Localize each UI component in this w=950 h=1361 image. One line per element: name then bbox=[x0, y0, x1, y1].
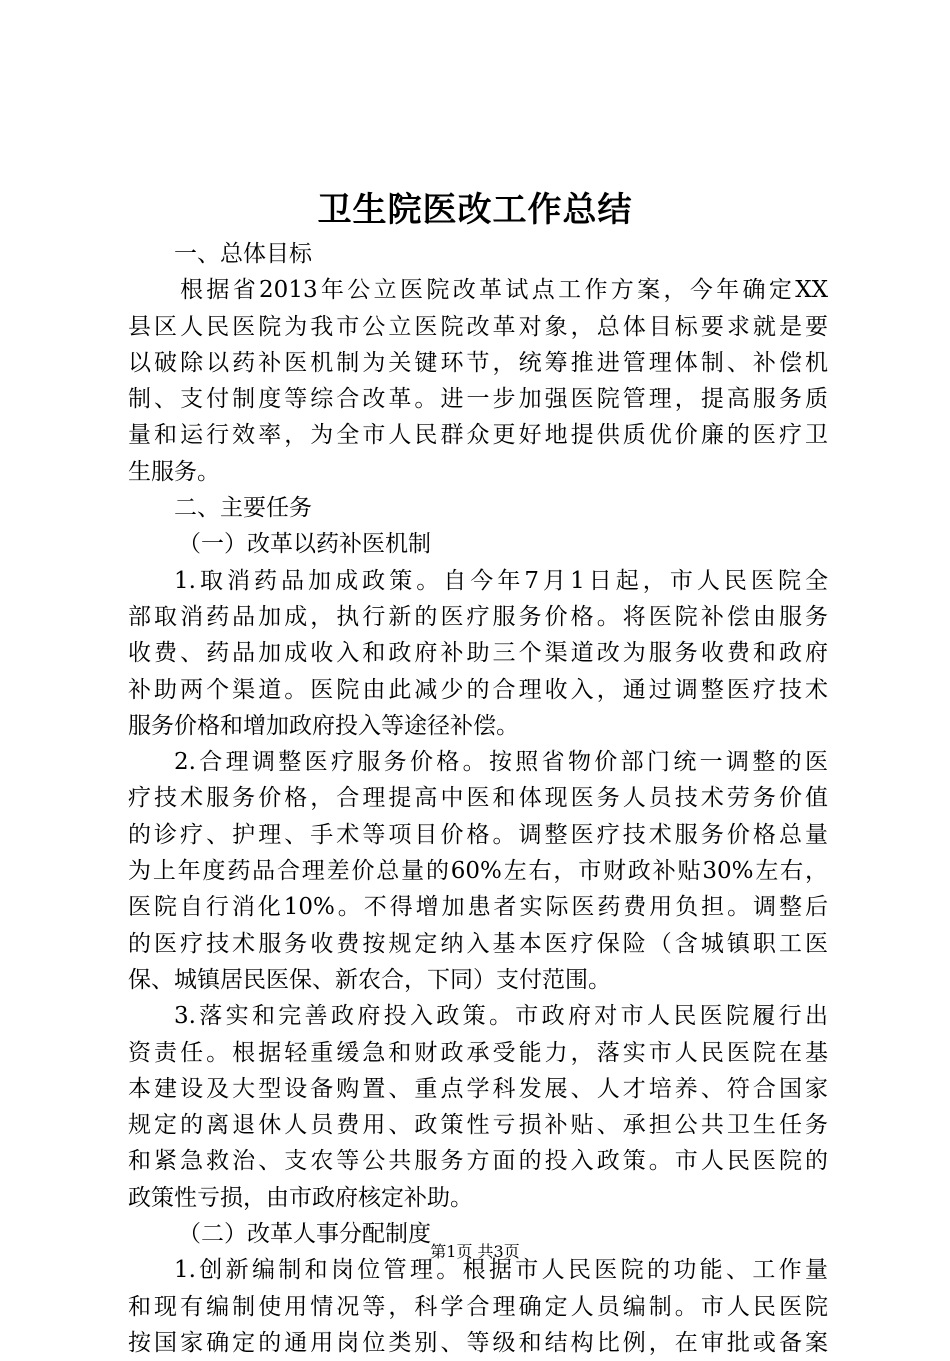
text-line: 量和运行效率，为全市人民群众更好地提供质优价廉的医疗卫 bbox=[128, 422, 828, 449]
text-line: （一）改革以药补医机制 bbox=[178, 531, 431, 558]
text-line: 政策性亏损，由市政府核定补助。 bbox=[128, 1184, 473, 1211]
text-line: 保、城镇居民医保、新农合，下同）支付范围。 bbox=[128, 966, 611, 993]
document-title: 卫生院医改工作总结 bbox=[317, 190, 633, 230]
text-line: 一、总体目标 bbox=[174, 241, 312, 267]
text-line: 二、主要任务 bbox=[174, 495, 312, 522]
text-line: 根据省2013年公立医院改革试点工作方案，今年确定XX bbox=[180, 277, 828, 304]
text-line: 和紧急救治、支农等公共服务方面的投入政策。市人民医院的 bbox=[128, 1148, 828, 1175]
text-line: 资责任。根据轻重缓急和财政承受能力，落实市人民医院在基 bbox=[128, 1039, 828, 1066]
text-line: 的医疗技术服务收费按规定纳入基本医疗保险（含城镇职工医 bbox=[128, 930, 828, 957]
text-line: 县区人民医院为我市公立医院改革对象，总体目标要求就是要 bbox=[128, 313, 828, 340]
page-footer: 第1页 共3页 bbox=[430, 1242, 520, 1261]
text-line: 本建设及大型设备购置、重点学科发展、人才培养、符合国家 bbox=[128, 1075, 828, 1102]
text-line: 部取消药品加成，执行新的医疗服务价格。将医院补偿由服务 bbox=[128, 603, 828, 630]
text-line: 医院自行消化10%。不得增加患者实际医药费用负担。调整后 bbox=[128, 894, 828, 921]
text-line: 收费、药品加成收入和政府补助三个渠道改为服务收费和政府 bbox=[128, 640, 828, 667]
text-line: 3.落实和完善政府投入政策。市政府对市人民医院履行出 bbox=[174, 1003, 828, 1030]
text-line: 按国家确定的通用岗位类别、等级和结构比例，在审批或备案 bbox=[128, 1329, 828, 1356]
document-body bbox=[128, 236, 828, 1361]
text-line: 生服务。 bbox=[128, 458, 220, 485]
text-line: 制、支付制度等综合改革。进一步加强医院管理，提高服务质 bbox=[128, 386, 828, 413]
text-line: 补助两个渠道。医院由此减少的合理收入，通过调整医疗技术 bbox=[128, 676, 828, 703]
text-line: 服务价格和增加政府投入等途径补偿。 bbox=[128, 712, 519, 739]
text-line: 的诊疗、护理、手术等项目价格。调整医疗技术服务价格总量 bbox=[128, 821, 828, 848]
text-line: 1.取消药品加成政策。自今年7月1日起，市人民医院全 bbox=[174, 567, 828, 594]
text-line: 规定的离退休人员费用、政策性亏损补贴、承担公共卫生任务 bbox=[128, 1112, 828, 1139]
text-line: （二）改革人事分配制度 bbox=[178, 1221, 431, 1248]
text-line: 2.合理调整医疗服务价格。按照省物价部门统一调整的医 bbox=[174, 749, 828, 776]
text-line: 和现有编制使用情况等，科学合理确定人员编制。市人民医院 bbox=[128, 1293, 828, 1320]
text-line: 以破除以药补医机制为关键环节，统筹推进管理体制、补偿机 bbox=[128, 349, 828, 376]
text-line: 为上年度药品合理差价总量的60%左右，市财政补贴30%左右， bbox=[128, 858, 828, 885]
text-line: 疗技术服务价格，合理提高中医和体现医务人员技术劳务价值 bbox=[128, 785, 828, 812]
text-line: 1.创新编制和岗位管理。根据市人民医院的功能、工作量 bbox=[174, 1257, 828, 1284]
